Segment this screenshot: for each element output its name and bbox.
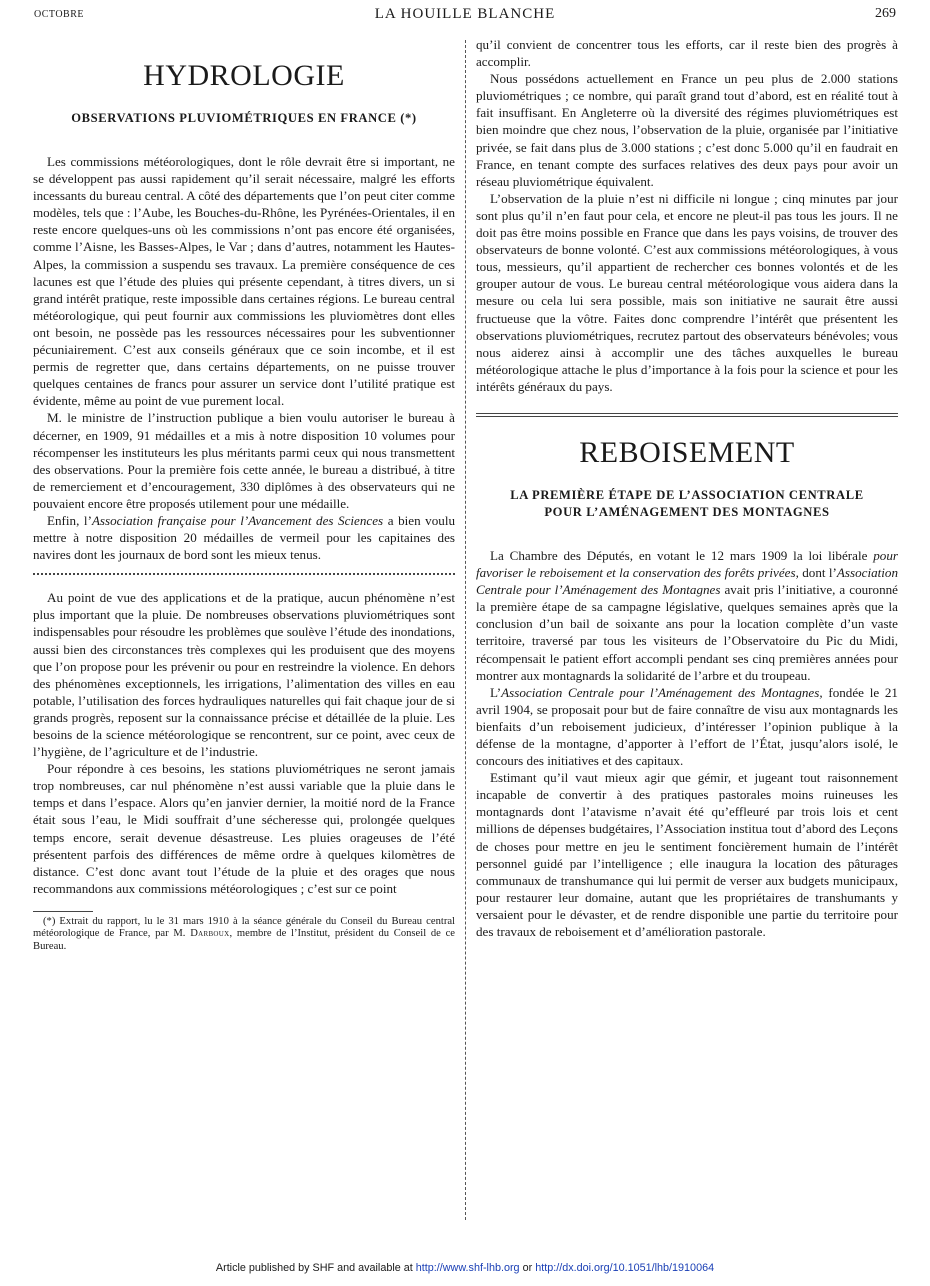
italic-run: Association Centrale pour l’Aménagement des Montagnes,: [501, 684, 823, 700]
italic-run: Association française pour l’Avancement des Sciences: [91, 512, 384, 528]
italic-run: pour favoriser le reboisement et la conservation des forêts privées,: [476, 547, 898, 581]
section-separator: [476, 413, 898, 414]
dotted-separator: [33, 573, 455, 575]
article-title-line-2: POUR L’AMÉNAGEMENT DES MONTAGNES: [544, 504, 830, 519]
body-paragraph: Nous possédons actuellement en France un peu plus de 2.000 stations pluviométriques ; ce nombre, qui paraît grand tout d’abord, est en réalité tout à fait insuffisant. En Angleterre où la diversité des régimes pluviométriques est bien moindre que chez nous, l’observation de la pluie, organisée par l’initiative privée, se fait dans plus de 3.000 stations ; c’est donc 5.000 qu’il en faudrait en France, en tenant compte des surfaces relatives des deux pays pour avoir un réseau pluviométrique équivalent.: [476, 71, 898, 189]
body-paragraph: L’observation de la pluie n’est ni difficile ni longue ; cinq minutes par jour sont plus qu’il n’en faut pour cela, et encore ne pleut-il pas tous les jours. Il ne doit pas être moins possible en France que dans les pays voisins, de trouver des observateurs de bonne volonté. C’est aux commissions météorologiques, à vous tous, messieurs, qu’il appartient de rechercher ces bonnes volontés et de les grouper autour de vous. Le bureau central météorologique vous aidera dans la mesure ou cela lui sera possible, mais son initiative ne saurait être aussi fructueuse que la vôtre. Faites donc comprendre l’intérêt que présentent les observations pluviométriques, recrutez partout des observateurs bénévoles; vous nous aiderez ainsi à accomplir une des tâches auxquelles le bureau météorologique attache le plus d’importance à la fois pour la science et pour les intérêts généraux du pays.: [476, 190, 898, 394]
footer-attribution: [0, 1262, 930, 1274]
italic-run: Association Centrale pour l’Aménagement des Montagnes: [476, 565, 898, 598]
body-paragraph: [476, 547, 898, 684]
text-run: L’: [490, 684, 502, 700]
article-title-line-1: LA PREMIÈRE ÉTAPE DE L’ASSOCIATION CENTRALE: [510, 487, 864, 502]
footnote-text: , membre de l’Institut, président du Conseil de ce Bureau.: [33, 928, 455, 952]
body-paragraph: Pour répondre à ces besoins, les stations pluviométriques ne seront jamais trop nombreuses, car nul phénomène n’est aussi variable que la pluie dans le temps et dans l’espace. Alors qu’en janvier dernier, la moitié nord de la France était sous l’eau, le Midi souffrait d’une sécheresse qui, prolongée quelques temps encore, serait devenue désastreuse. Les pluies orageuses de l’été présentent parfois des différences de même ordre à quelques kilomètres de distance. C’est donc avant tout l’étude de la pluie et des orages que nous recommandons aux commissions météorologiques ; c’est sur ce point: [33, 761, 455, 896]
text-run: fondée le 21 avril 1904, se proposait pour but de faire connaître de visu aux montagnards les bienfaits d’un reboisement judicieux, d’intéresser l’opinion publique à la défense de la montagne, d’apporter à l’effort de l’État, jusqu’alors isolé, le concours des initiatives et des capitaux.: [476, 684, 898, 769]
text-run: La Chambre des Députés, en votant le 12 mars 1909 la loi libérale: [490, 547, 874, 563]
section-title-hydrologie: HYDROLOGIE: [143, 59, 345, 92]
body-paragraph: [33, 512, 455, 563]
footnote-rule: [33, 911, 93, 912]
footnote-text: (*) Extrait du rapport, lu le 31 mars 1910 à la séance générale du Conseil du Bureau central météorologique de France, par M.: [33, 915, 455, 940]
footer-link-shf[interactable]: http://www.shf-lhb.org: [415, 1262, 520, 1274]
body-paragraph: [476, 684, 898, 769]
section-separator: [476, 416, 898, 417]
body-paragraph: Au point de vue des applications et de la pratique, aucun phénomène n’est plus important que la pluie. De nombreuses observations pluviométriques sont indispensables pour résoudre les problèmes que soulève l’étude des inondations, aussi bien des circonstances très complexes qui les produisent que des moyens que l’on propose pour les prévenir ou pour en restreindre la violence. En dehors des phénomènes exceptionnels, les irrigations, l’alimentation des villes en eau potable, l’utilisation des forces hydrauliques naturelles qui fait chaque jour de si grands progrès, reposent sur la connaissance précise et détaillée de la pluie. Les besoins de la science météorologique se rencontrent, sur ce point, avec ceux de l’hygiène, de l’agriculture et de l’industrie.: [33, 590, 455, 760]
article-title-observations: OBSERVATIONS PLUVIOMÉTRIQUES EN FRANCE (*): [71, 111, 417, 125]
footnote-author: Darboux: [190, 928, 230, 940]
footer-text: or: [519, 1262, 536, 1274]
column-divider: [465, 40, 466, 1220]
footer-text: Article published by SHF and available at: [215, 1262, 416, 1274]
article-title-association: [476, 487, 898, 521]
text-run: a bien voulu mettre à notre disposition 20 médailles de vermeil pour les capitaines des navires dont les journaux de bord sont les mieux tenus.: [33, 512, 456, 563]
section-title-reboisement: REBOISEMENT: [579, 435, 795, 469]
body-paragraph: Les commissions météorologiques, dont le rôle devrait être si important, ne se développent pas aussi rapidement qu’il serait nécessaire, malgré les efforts incessants du bureau central. A côté des départements que l’on peut citer comme modèles, tels que : l’Aube, les Bouches-du-Rhône, les Pyrénées-Orientales, il en reste encore quelques-uns où les commissions n’ont pas encore été organisées, comme l’Aisne, les Basses-Alpes, le Var ; dans d’autres, notamment les Hautes-Alpes, la commission a suspendu ses travaux. La première conséquence de ces lacunes est que l’étude des pluies qui présente cependant, à titres divers, un si grand intérêt pratique, reste impossible dans certaines régions. Le bureau central météorologique, qui peut fournir aux commissions les pluviomètres dont elles ont besoin, ne possède pas les ressources nécessaires pour les subventionner pécuniairement. C’est aux conseils généraux que ce soin incombe, et il est permis de regretter que, dans certains départements, on ne puisse trouver quelques centaines de francs pour assurer un service dont l’utilité pratique est évidente, même au point de vue purement local.: [33, 154, 455, 409]
text-run: Enfin, l’: [47, 512, 92, 528]
text-run: dont l’: [798, 565, 837, 581]
footnote: [33, 916, 455, 953]
left-column: [33, 36, 455, 953]
running-head: [0, 6, 930, 26]
running-head-month: OCTOBRE: [34, 9, 84, 20]
text-run: avait pris l’initiative, a couronné la première étape de sa campagne législative, quelques semaines après que la conclusion d’un bail de soixante ans pour la location complète d’un vaste territoire, traversé par tous les visiteurs de l’Observatoire du Pic du Midi, récompensait le patient effort accompli pendant ses cinq premières années pour montrer aux montagnards la solidarité de l’arbre et du troupeau.: [476, 582, 898, 683]
footer-link-doi[interactable]: http://dx.doi.org/10.1051/lhb/1910064: [535, 1262, 715, 1274]
page-number: 269: [875, 6, 896, 21]
right-column: [476, 36, 898, 940]
body-paragraph: Estimant qu’il vaut mieux agir que gémir, et jugeant tout raisonnement incapable de convertir à des pratiques pastorales moins ruineuses les montagnards dont l’atavisme n’avait été qu’effleuré par trois lois et cent millions de dépenses budgétaires, l’Association institua tout d’abord des Leçons de choses pour mettre en jeu le sentiment foncièrement humain de l’intérêt personnel guidé par l’intelligence ; elle inaugura la location des pâturages communaux de transhumance qui lui permit de verser aux budgets municipaux, pour restaurer leur domaine, autant que les propriétaires de transhumants y versaient pour le dévaster, et de rendre disponible une partie du territoire pour des travaux de reboisement et d’amélioration pastorale.: [476, 770, 898, 940]
body-paragraph: qu’il convient de concentrer tous les efforts, car il reste bien des progrès à accomplir.: [476, 37, 898, 70]
body-paragraph: M. le ministre de l’instruction publique a bien voulu autoriser le bureau à décerner, en 1909, 91 médailles et a mis à notre disposition 10 volumes pour récompenser les instituteurs les plus méritants parmi ceux qui nous transmettent des observations. Pour la première fois cette année, le bureau a distribué, à titre de remerciement et d’encouragement, 330 diplômes à des observateurs qui ne pouvaient encore être proposés utilement pour une médaille.: [33, 410, 455, 511]
running-head-journal: LA HOUILLE BLANCHE: [374, 6, 556, 22]
